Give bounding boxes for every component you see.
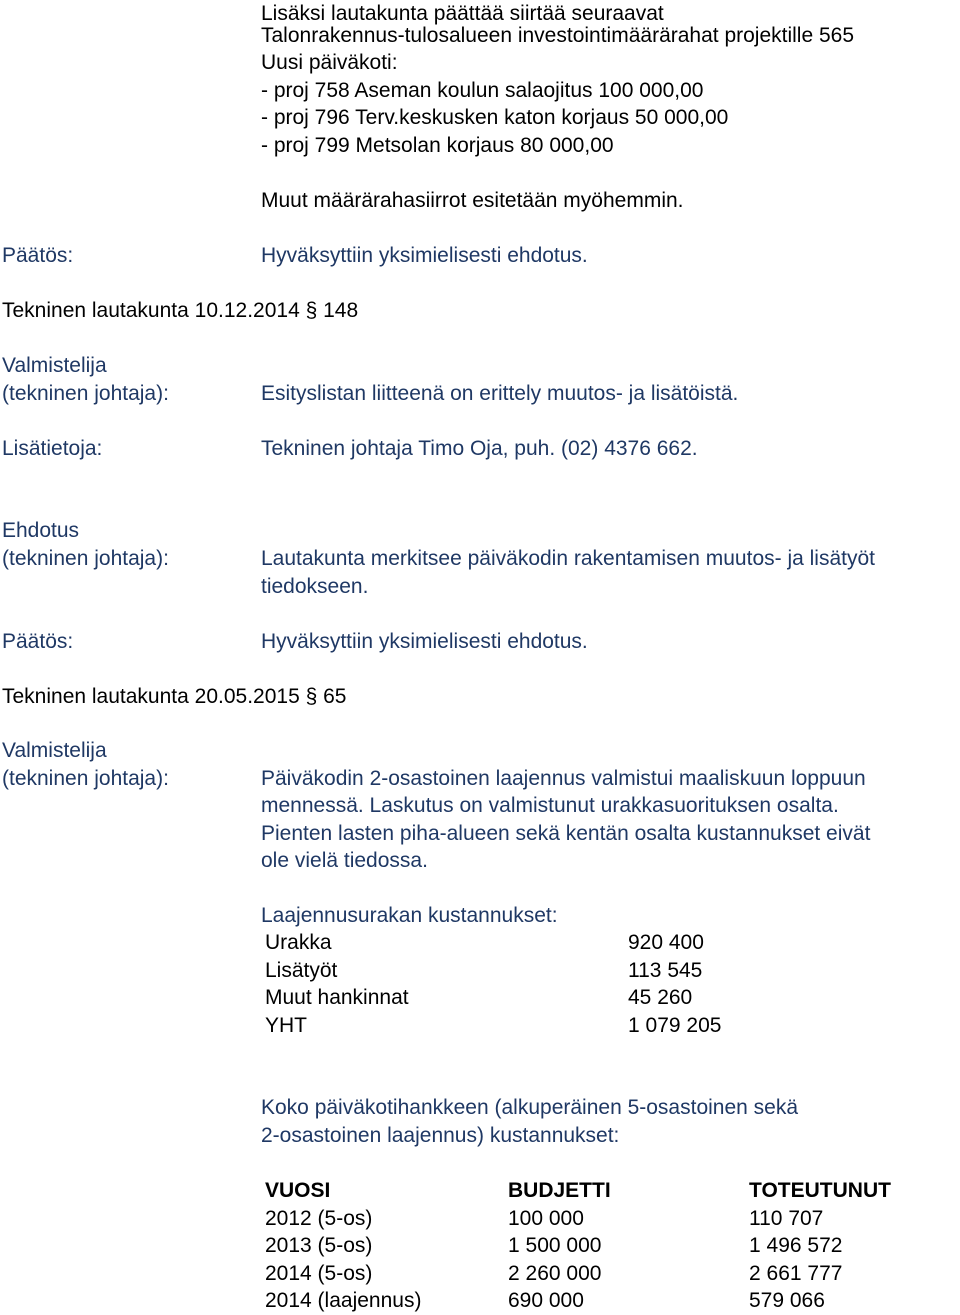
intro-line: Lisäksi lautakunta päättää siirtää seuraavat xyxy=(261,2,664,25)
cell-actual: 579 066 xyxy=(749,1289,825,1313)
costs-heading: Laajennusurakan kustannukset: xyxy=(261,904,558,927)
preparer-text: ole vielä tiedossa. xyxy=(261,849,428,872)
cost-name: Lisätyöt xyxy=(265,958,338,982)
decision-text: Hyväksyttiin yksimielisesti ehdotus. xyxy=(261,244,588,267)
cost-name: Muut hankinnat xyxy=(265,986,409,1010)
cost-value: 113 545 xyxy=(628,958,703,982)
meeting-title: Tekninen lautakunta 20.05.2015 § 65 xyxy=(2,685,347,708)
header-actual: TOTEUTUNUT xyxy=(749,1179,891,1202)
total-intro: 2-osastoinen laajennus) kustannukset: xyxy=(261,1124,620,1147)
cell-actual: 110 707 xyxy=(749,1206,824,1230)
intro-line: Talonrakennus-tulosalueen investointimäärärahat projektille 565 xyxy=(261,24,855,47)
cell-budget: 1 500 000 xyxy=(508,1234,602,1258)
cell-year: 2013 (5-os) xyxy=(265,1234,373,1258)
table-row xyxy=(265,1260,891,1288)
preparer-label: Valmistelija xyxy=(2,739,107,762)
intro-line: - proj 758 Aseman koulun salaojitus 100 000,00 xyxy=(261,79,704,102)
cost-name: YHT xyxy=(265,1013,307,1037)
cell-budget: 2 260 000 xyxy=(508,1261,602,1285)
table-row xyxy=(265,1012,721,1040)
cell-budget: 690 000 xyxy=(508,1289,584,1313)
preparer-text: Päiväkodin 2-osastoinen laajennus valmistui maaliskuun loppuun xyxy=(261,767,866,790)
preparer-role-label: (tekninen johtaja): xyxy=(2,382,169,405)
meeting-title: Tekninen lautakunta 10.12.2014 § 148 xyxy=(2,299,359,322)
cost-value: 920 400 xyxy=(628,931,704,954)
table-row xyxy=(265,957,721,985)
decision-label: Päätös: xyxy=(2,630,74,653)
table-row xyxy=(265,929,721,957)
intro-line: - proj 796 Terv.keskusken katon korjaus 50 000,00 xyxy=(261,106,729,129)
total-intro: Koko päiväkotihankkeen (alkuperäinen 5-osastoinen sekä xyxy=(261,1096,799,1119)
cell-budget: 100 000 xyxy=(508,1206,584,1230)
cell-actual: 2 661 777 xyxy=(749,1261,843,1285)
proposal-text: tiedokseen. xyxy=(261,575,369,598)
preparer-label: Valmistelija xyxy=(2,354,107,377)
table-row xyxy=(265,984,721,1012)
preparer-text: Esityslistan liitteenä on erittely muutos- ja lisätöistä. xyxy=(261,382,739,405)
preparer-text: Pienten lasten piha-alueen sekä kentän osalta kustannukset eivät xyxy=(261,822,871,845)
cost-value: 1 079 205 xyxy=(628,1013,722,1037)
header-budget: BUDJETTI xyxy=(508,1179,611,1202)
info-text: Tekninen johtaja Timo Oja, puh. (02) 4376 662. xyxy=(261,437,698,460)
cost-name: Urakka xyxy=(265,931,332,954)
table-row xyxy=(265,1232,891,1260)
cell-year: 2014 (5-os) xyxy=(265,1261,373,1285)
decision-text: Hyväksyttiin yksimielisesti ehdotus. xyxy=(261,630,588,653)
decision-label: Päätös: xyxy=(2,244,74,267)
preparer-role-label: (tekninen johtaja): xyxy=(2,767,169,790)
cell-actual: 1 496 572 xyxy=(749,1234,843,1258)
table-row xyxy=(265,1205,891,1233)
intro-more: Muut määrärahasiirrot esitetään myöhemmin. xyxy=(261,189,684,212)
proposal-label: Ehdotus xyxy=(2,519,80,542)
cost-value: 45 260 xyxy=(628,986,693,1010)
info-label: Lisätietoja: xyxy=(2,437,103,460)
proposal-text: Lautakunta merkitsee päiväkodin rakentamisen muutos- ja lisätyöt xyxy=(261,547,875,570)
table-row xyxy=(265,1287,891,1315)
preparer-text: mennessä. Laskutus on valmistunut urakkasuorituksen osalta. xyxy=(261,794,839,817)
proposal-role-label: (tekninen johtaja): xyxy=(2,547,169,570)
intro-line: - proj 799 Metsolan korjaus 80 000,00 xyxy=(261,134,614,157)
intro-line: Uusi päiväkoti: xyxy=(261,51,398,74)
costs-table xyxy=(265,929,721,1039)
table-header-row xyxy=(265,1177,891,1205)
header-year: VUOSI xyxy=(265,1179,331,1202)
total-table xyxy=(265,1177,891,1315)
cell-year: 2014 (laajennus) xyxy=(265,1289,422,1313)
cell-year: 2012 (5-os) xyxy=(265,1206,373,1230)
